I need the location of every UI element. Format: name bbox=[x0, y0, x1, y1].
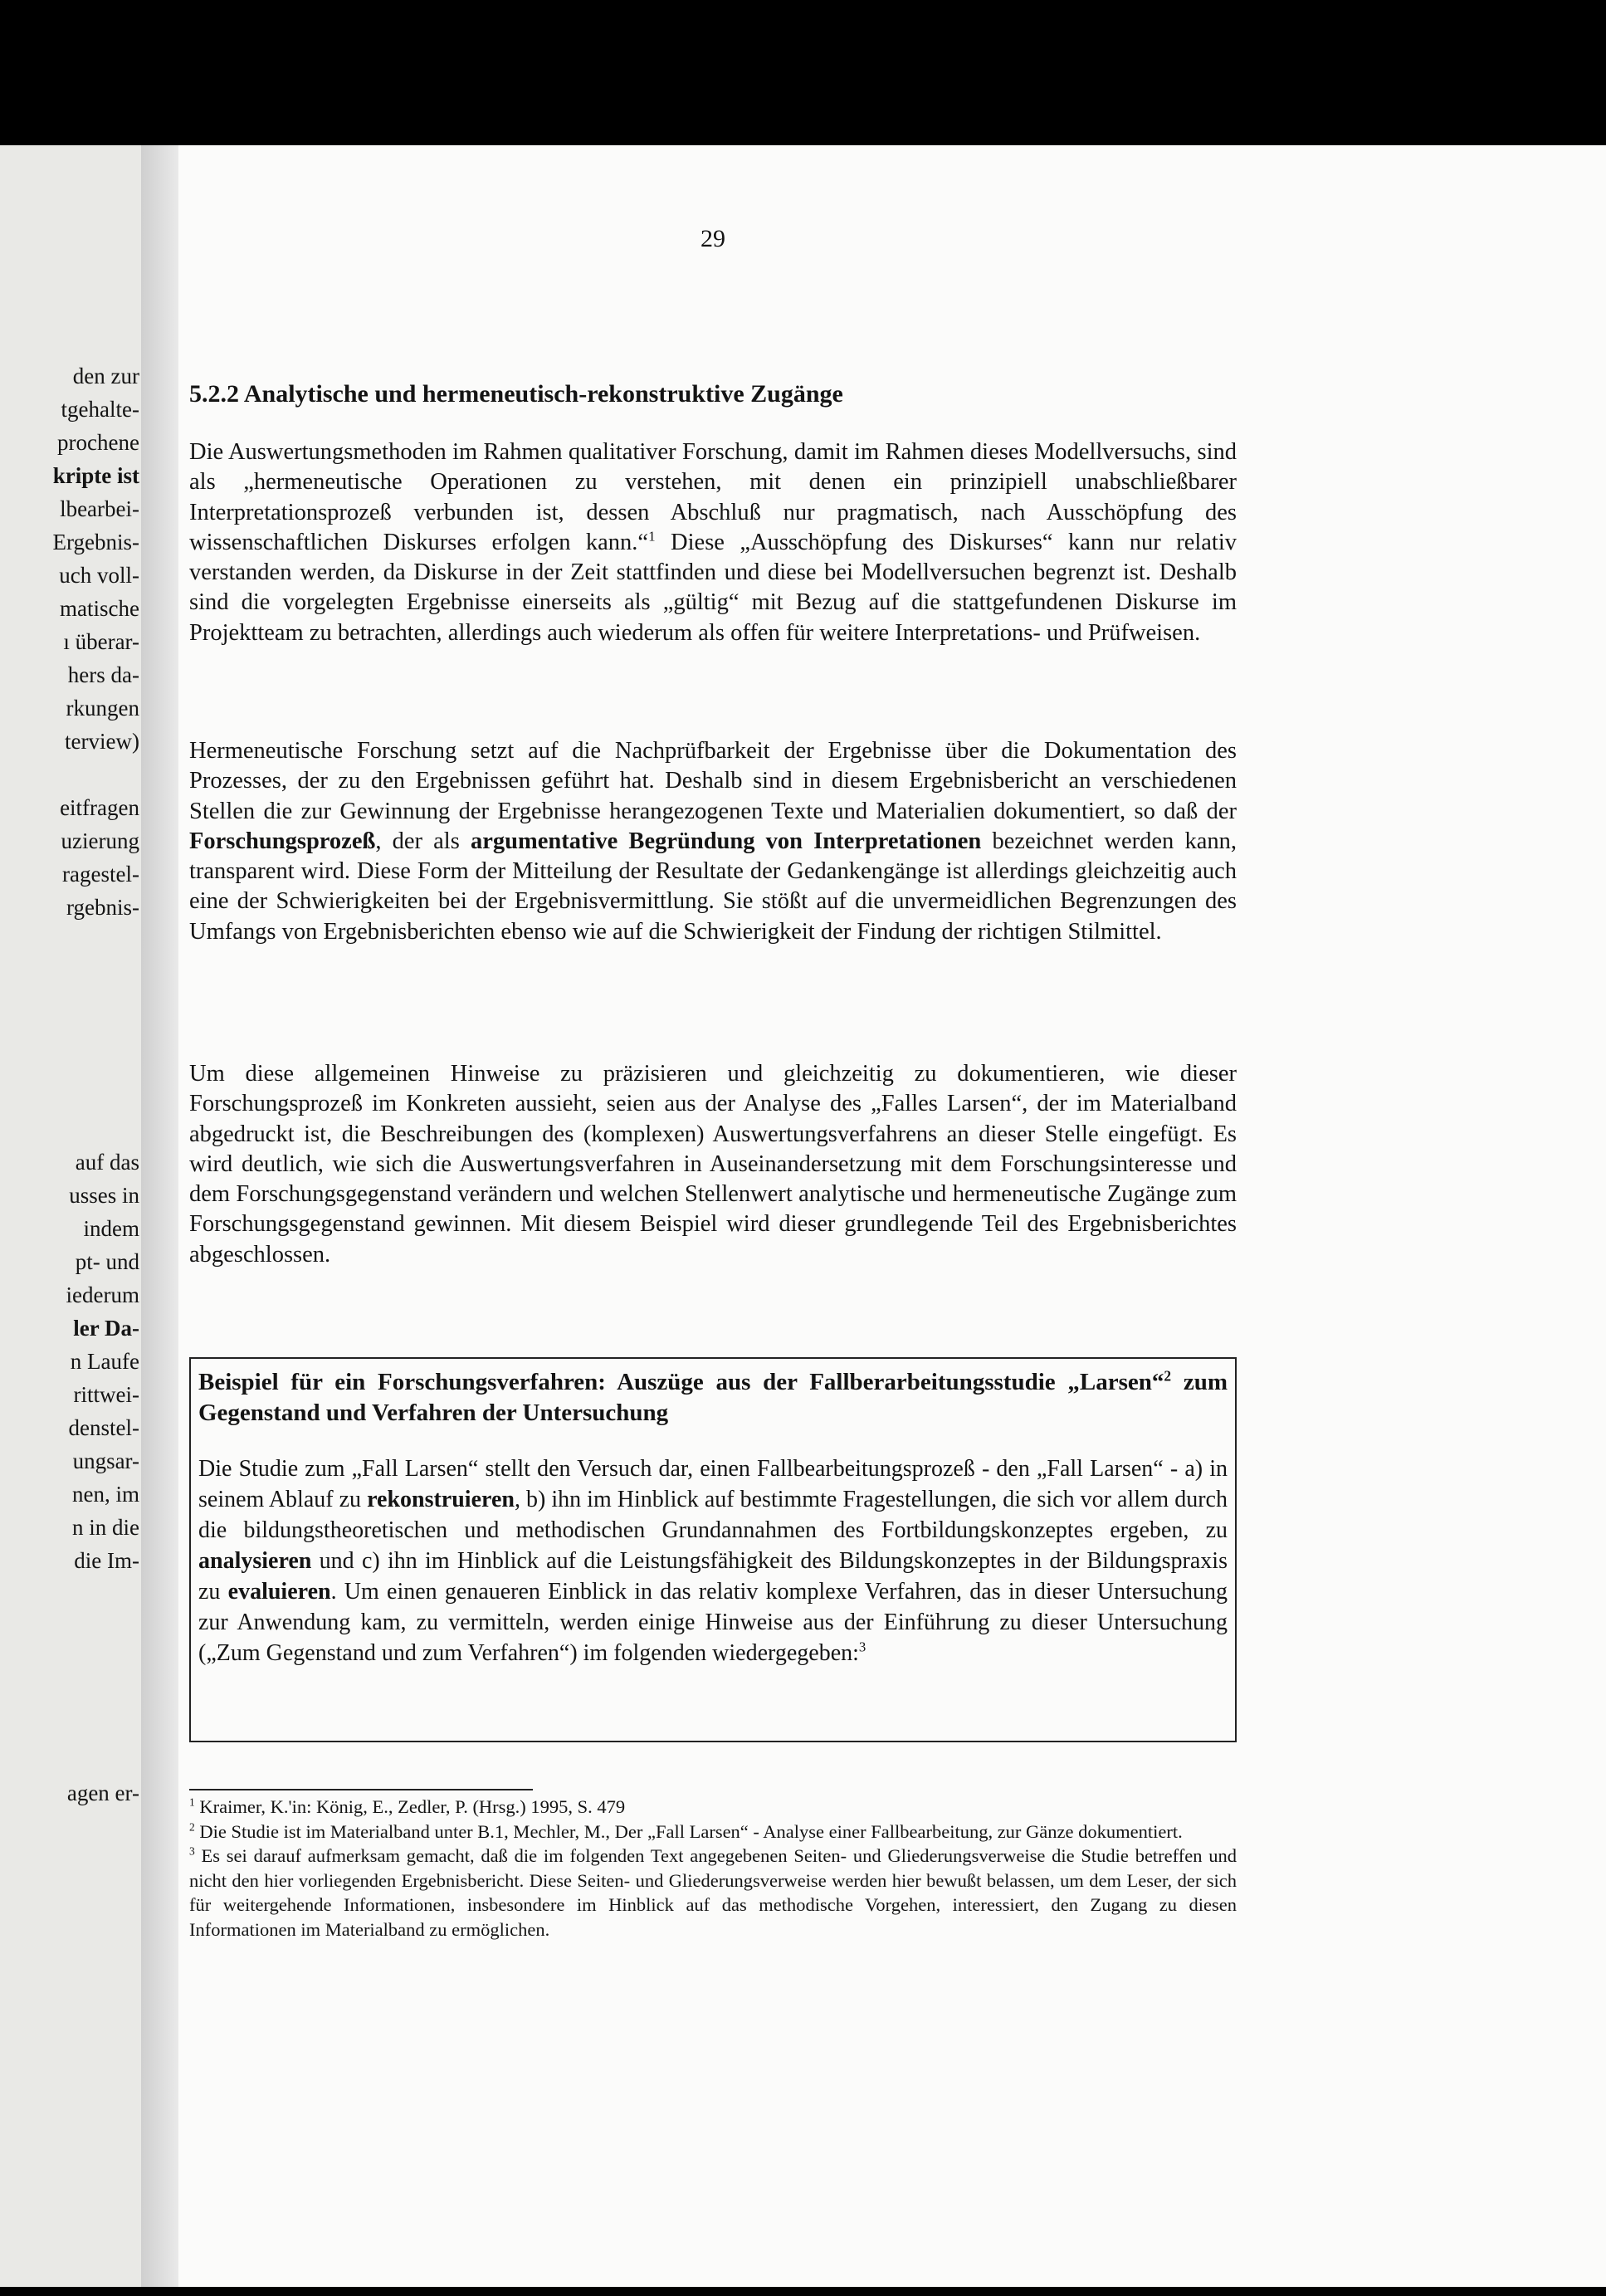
footnote-rule bbox=[189, 1789, 533, 1790]
left-page-text-fragment: iederum bbox=[66, 1282, 139, 1307]
section-heading: 5.2.2 Analytische und hermeneutisch-rekonstruktive Zugänge bbox=[189, 380, 843, 408]
keyword-forschungsprozess: Forschungsprozeß bbox=[189, 828, 376, 854]
left-page-text-fragment: die Im- bbox=[74, 1548, 139, 1573]
footnote-ref-3: 3 bbox=[858, 1639, 866, 1655]
footnote-1: $^1$ Kraimer, K.'in: König, E., Zedler, P. (Hrsg.) 1995, S. 479 bbox=[189, 1795, 626, 1817]
left-page-text-fragment: prochene bbox=[57, 430, 139, 455]
example-box-title: Beispiel für ein Forschungsverfahren: Auszüge aus der Fallberarbeitungsstudie „Larsen“$^2$ zum Gegenstand und Verfahren der Untersuchung bbox=[198, 1367, 1228, 1426]
left-page-text-fragment: rittwei- bbox=[73, 1382, 139, 1407]
paragraph-1: Die Auswertungsmethoden im Rahmen qualitativer Forschung, damit im Rahmen dieses Modellversuchs, sind als „hermeneutische Operationen zu verstehen, mit denen ein prinzipiell unabschließbarer Interpretationsprozeß verbunden ist, dessen Abschluß nur pragmatisch, nach Ausschöpfung des wissenschaftlichen Diskurses erfolgen kann.“$^1$ Diese „Ausschöpfung des Diskurses“ kann nur relativ verstanden werden, da Diskurse in der Zeit stattfinden und diese bei Modellversuchen begrenzt ist. Deshalb sind die vorgelegten Ergebnisse einerseits als „gültig“ mit Bezug auf die stattgefundenen Diskurse im Projektteam zu betrachten, allerdings auch wiederum als offen für weitere Interpretations- und Prüfweisen. bbox=[189, 439, 1237, 646]
left-page-text-fragment: indem bbox=[83, 1216, 139, 1241]
left-page-text-fragment: n in die bbox=[72, 1515, 139, 1540]
book-page bbox=[178, 145, 1606, 2287]
left-page-text-fragment: uch voll- bbox=[59, 563, 139, 588]
left-page-text-fragment: auf das bbox=[75, 1150, 139, 1175]
left-page-text-fragment: rkungen bbox=[66, 696, 139, 721]
left-page-text-fragment: ler Da- bbox=[73, 1316, 139, 1341]
left-page-text-fragment: terview) bbox=[65, 729, 139, 754]
keyword-evaluieren: evaluieren bbox=[227, 1579, 331, 1605]
page-number: 29 bbox=[700, 225, 725, 252]
paragraph-2: Hermeneutische Forschung setzt auf die Nachprüfbarkeit der Ergebnisse über die Dokumentation des Prozesses, der zu den Ergebnissen geführt hat. Deshalb sind in diesem Ergebnisbericht an verschiedenen Stellen die zur Gewinnung der Ergebnisse herangezogenen Texte und Materialien dokumentiert, so daß der Forschungsprozeß, der als argumentative Begründung von Interpretationen bezeichnet werden kann, transparent wird. Diese Form der Mitteilung der Resultate der Gedankengänge ist allerdings gleichzeitig auch eine der Schwierigkeiten bei der Ergebnisvermittlung. Sie stößt auf die unvermeidlichen Begrenzungen des Umfangs von Ergebnisberichten ebenso wie auf die Schwierigkeit der Findung der richtigen Stilmittel. bbox=[189, 738, 1237, 945]
left-page-text-fragment: den zur bbox=[72, 364, 139, 388]
left-page-text-fragment: nen, im bbox=[72, 1482, 139, 1507]
left-page-text-fragment: n Laufe bbox=[70, 1349, 139, 1374]
footnote-3: $^3$ Es sei darauf aufmerksam gemacht, daß die im folgenden Text angegebenen Seiten- und Gliederungsverweise die Studie betreffen und nicht den hier vorliegenden Ergebnisbericht. Diese Seiten- und Gliederungsverweise werden hier bewußt belassen, um dem Leser, der sich für weitergehende Informationen, insbesondere im Hinblick auf das methodische Vorgehen, interessiert, den Zugang zu diesen Informationen im Materialband zu ermöglichen. bbox=[189, 1844, 1237, 1940]
example-box bbox=[189, 1357, 1237, 1742]
keyword-rekonstruieren: rekonstruieren bbox=[367, 1487, 515, 1512]
left-page-text-fragment: ragestel- bbox=[62, 862, 139, 887]
left-page-text-fragment: Ergebnis- bbox=[52, 530, 139, 554]
left-page-text-fragment: uzierung bbox=[61, 828, 139, 853]
footnote-2: $^2$ Die Studie ist im Materialband unter B.1, Mechler, M., Der „Fall Larsen“ - Analyse einer Fallbearbeitung, zur Gänze dokumentiert. bbox=[189, 1820, 1183, 1842]
footnote-ref-2: 2 bbox=[1164, 1367, 1172, 1385]
left-page-text-fragment: denstel- bbox=[68, 1415, 139, 1440]
left-page-text-fragment: pt- und bbox=[75, 1249, 139, 1274]
left-page-text-fragment: lbearbei- bbox=[60, 496, 139, 521]
left-page-text-fragment: agen er- bbox=[66, 1781, 139, 1805]
left-page-text-fragment: usses in bbox=[69, 1183, 139, 1208]
left-page-text-fragment: rgebnis- bbox=[66, 895, 139, 920]
paragraph-3: Um diese allgemeinen Hinweise zu präzisieren und gleichzeitig zu dokumentieren, wie dieser Forschungsprozeß im Konkreten aussieht, seien aus der Analyse des „Falles Larsen“, der im Materialband abgedruckt ist, die Beschreibungen des (komplexen) Auswertungsverfahrens an dieser Stelle eingefügt. Es wird deutlich, wie sich die Auswertungsverfahren in Auseinandersetzung mit dem Forschungsinteresse und dem Forschungsgegenstand verändern und welchen Stellenwert analytische und hermeneutische Zugänge zum Forschungsgegenstand gewinnen. Mit diesem Beispiel wird dieser grundlegende Teil des Ergebnisberichtes abgeschlossen. bbox=[189, 1061, 1237, 1268]
left-page-text-fragment: hers da- bbox=[67, 662, 139, 687]
left-page-text-fragment: ı überar- bbox=[63, 629, 139, 654]
keyword-analysieren: analysieren bbox=[198, 1548, 312, 1574]
footnote-ref-1: 1 bbox=[648, 528, 656, 545]
left-page-text-fragment: ungsar- bbox=[72, 1448, 139, 1473]
keyword-argumentative-begruendung: argumentative Begründung von Interpretationen bbox=[470, 828, 982, 854]
left-page-text-fragment: eitfragen bbox=[60, 795, 139, 820]
left-page-fragment bbox=[0, 145, 149, 2287]
example-box-text: Die Studie zum „Fall Larsen“ stellt den Versuch dar, einen Fallbearbeitungsprozeß - den „Fall Larsen“ - a) in seinem Ablauf zu rekonstruieren, b) ihn im Hinblick auf bestimmte Fragestellungen, die sich vor allem durch die bildungstheoretischen und methodischen Grundannahmen des Fortbildungskonzeptes ergeben, zu analysieren und c) ihn im Hinblick auf die Leistungsfähigkeit des Bildungskonzeptes in der Bildungspraxis zu evaluieren. Um einen genaueren Einblick in das relativ komplexe Verfahren, das in dieser Untersuchung zur Anwendung kam, zu vermitteln, werden einige Hinweise aus der Einführung zu dieser Untersuchung („Zum Gegenstand und zum Verfahren“) im folgenden wiedergegeben:$^3$ bbox=[198, 1456, 1228, 1666]
footnotes bbox=[189, 1795, 1237, 1942]
left-page-text-fragment: matische bbox=[60, 596, 139, 621]
left-page-text-fragment: tgehalte- bbox=[61, 397, 139, 422]
left-page-text-fragment: kripte ist bbox=[52, 463, 139, 488]
